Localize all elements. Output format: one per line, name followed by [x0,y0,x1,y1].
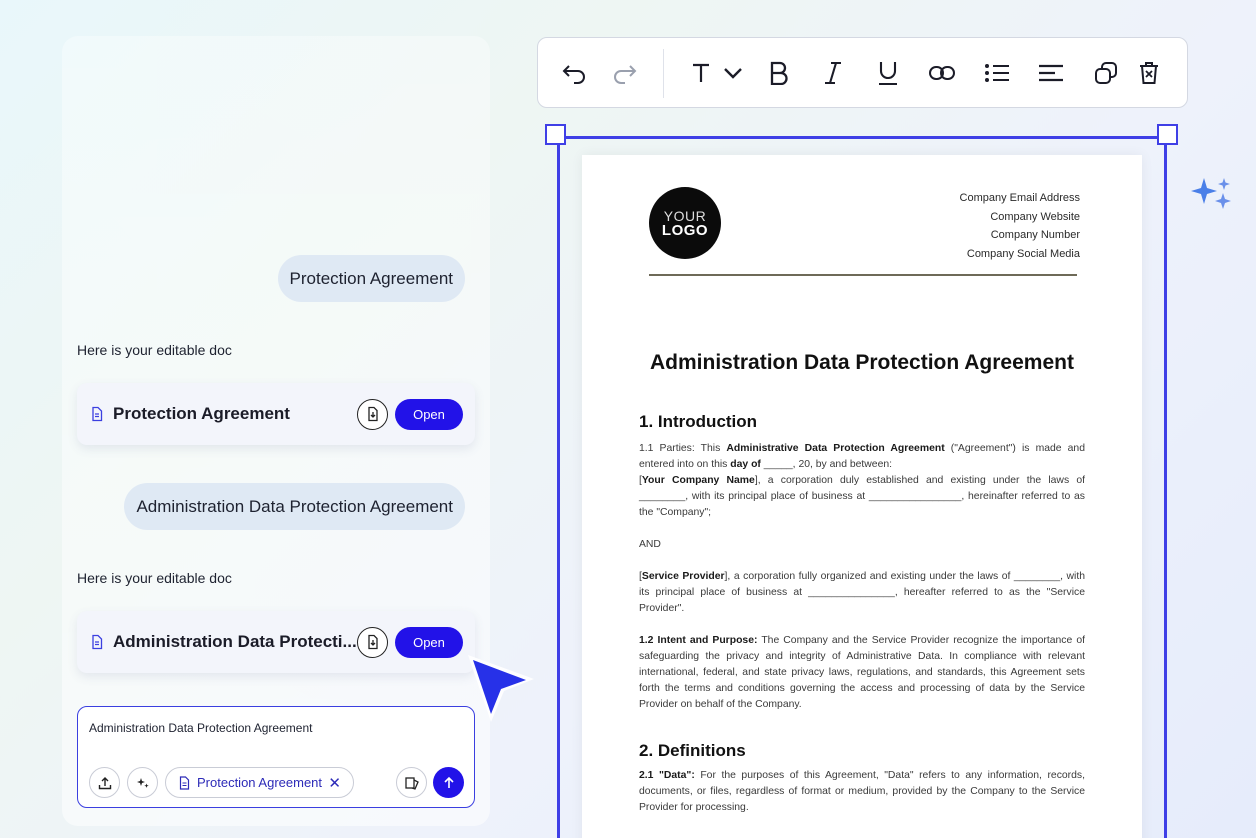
document-title: Administration Data Protection Agreement [650,351,1074,374]
file-icon [89,406,105,422]
download-icon [365,406,381,422]
section-heading: 1. Introduction [639,412,758,431]
bullet-list-icon[interactable] [982,58,1012,88]
doc-card-title: Administration Data Protecti... [113,632,357,651]
redo-icon[interactable] [609,58,639,88]
paragraph-and: AND [639,539,661,550]
underline-icon[interactable] [873,58,903,88]
bold-icon[interactable] [764,58,794,88]
upload-icon [97,775,113,791]
delete-icon[interactable] [1134,58,1164,88]
duplicate-icon[interactable] [1091,58,1121,88]
toolbar-divider [663,49,664,98]
template-button[interactable] [396,767,427,798]
chat-panel [62,36,490,826]
doc-card-title: Protection Agreement [113,404,290,423]
company-email: Company Email Address [959,192,1080,204]
italic-icon[interactable] [818,58,848,88]
doc-card[interactable] [77,611,475,673]
assistant-message: Here is your editable doc [77,570,232,586]
assistant-message: Here is your editable doc [77,342,232,358]
send-button[interactable] [433,767,464,798]
format-toolbar [537,37,1188,108]
magic-button[interactable] [127,767,158,798]
gallery-icon [404,775,420,791]
paragraph-provider: [Service Provider], a corporation fully organized and existing under the laws of ________, with its principal place of business at _______________, hereafter referred to as the "Service Provider". [639,571,1085,614]
file-icon [89,634,105,650]
user-message: Administration Data Protection Agreement [124,483,465,530]
resize-handle[interactable] [545,124,566,145]
composer-input[interactable]: Administration Data Protection Agreement [89,721,313,735]
paragraph-data: 2.1 "Data": For the purposes of this Agreement, "Data" refers to any information, records, documents, or files, regardless of format or medium, provided by the Company to the Service Provider for processing. [639,770,1085,813]
paragraph-parties: 1.1 Parties: This Administrative Data Protection Agreement ("Agreement") is made and entered into on this day of _____, 20, by and between: [639,443,1085,470]
company-website: Company Website [990,210,1080,223]
link-icon[interactable] [927,58,957,88]
download-icon [365,634,381,650]
company-social: Company Social Media [966,247,1080,260]
resize-handle[interactable] [1157,124,1178,145]
logo-line2: LOGO [661,221,709,239]
attachment-chip[interactable] [165,767,354,798]
section-heading: 2. Definitions [639,741,746,760]
undo-icon[interactable] [560,58,590,88]
company-number: Company Number [990,229,1080,241]
file-icon [178,776,191,790]
pointer-cursor-icon [460,650,540,735]
selection-frame [557,136,1167,838]
paragraph-intent: 1.2 Intent and Purpose: The Company and the Service Provider recognize the importance of safeguarding the privacy and integrity of Administrative Data. In compliance with relevant international, federal, and state privacy laws, regulations, and standards, this Agreement sets forth the terms and conditions governing the access and processing of data by the Service Provider on behalf of the Company. [639,635,1085,710]
text-style-icon[interactable] [686,58,716,88]
chevron-down-icon[interactable] [718,58,748,88]
upload-button[interactable] [89,767,120,798]
sparkle-icon [1190,176,1238,221]
sparkle-icon [136,776,150,790]
arrow-up-icon [442,776,456,790]
chip-label: Protection Agreement [197,775,323,790]
doc-card[interactable] [77,383,475,445]
download-button[interactable] [357,627,388,658]
logo-line1: YOUR [663,207,707,224]
open-button[interactable]: Open [395,627,463,658]
download-button[interactable] [357,399,388,430]
align-left-icon[interactable] [1036,58,1066,88]
paragraph-company: [Your Company Name], a corporation duly established and existing under the laws of ________, with its principal place of business at ________________, hereinafter referred to as the "Company"; [639,475,1085,518]
message-composer[interactable] [77,706,475,808]
user-message: Protection Agreement [278,255,465,302]
open-button[interactable]: Open [395,399,463,430]
close-icon[interactable]: ✕ [328,774,341,792]
